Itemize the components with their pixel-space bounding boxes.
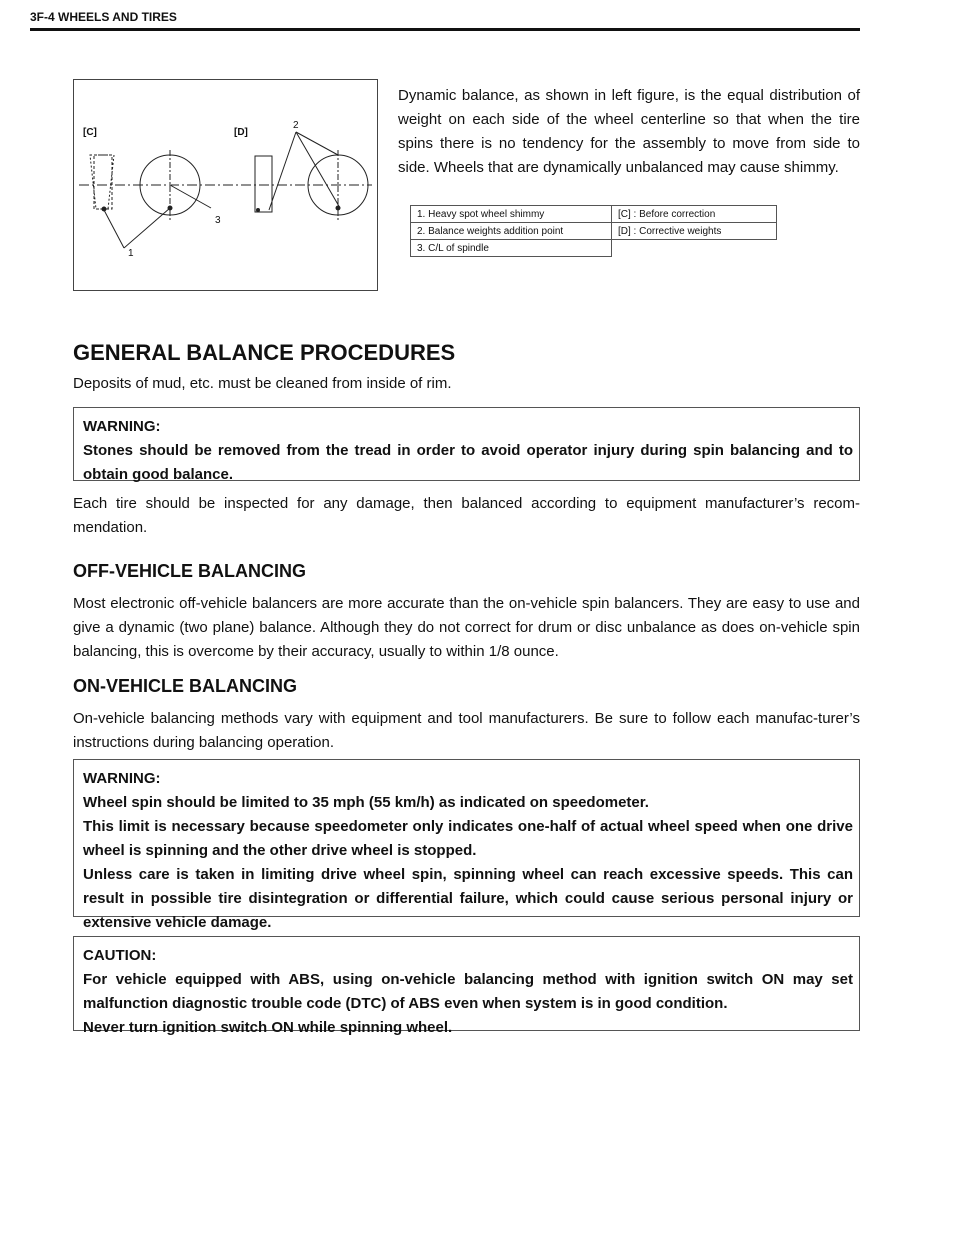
warning-text: This limit is necessary because speedometer only indicates one-half of actual wheel speed when one drive wheel is spinning and the other drive wheel is stopped.: [83, 818, 853, 859]
label-2: 2: [293, 120, 299, 131]
general-balance-heading: GENERAL BALANCE PROCEDURES: [73, 340, 456, 365]
figure-legend: [410, 205, 777, 257]
legend-row: [411, 240, 777, 257]
caution-text: For vehicle equipped with ABS, using on-vehicle balancing method with ignition switch ON may set malfunction diagnostic trouble code (DTC) of ABS even when system is in good condition.: [83, 971, 853, 1012]
label-c: [C]: [83, 127, 97, 138]
page-header: 3F-4 WHEELS AND TIRES: [30, 10, 177, 24]
dynamic-balance-intro: Dynamic balance, as shown in left figure, is the equal distribution of weight on each side of the wheel centerline so that when the tire spins there is no tendency for the assembly to move from side to side. Wheels that are dynamically unbalanced may cause shimmy.: [398, 87, 860, 176]
warning-box-stones: [73, 407, 860, 481]
legend-row: [411, 206, 777, 223]
warning-text: Wheel spin should be limited to 35 mph (55 km/h) as indicated on speedometer.: [83, 794, 649, 811]
label-3: 3: [215, 215, 221, 226]
warning-text: Stones should be removed from the tread in order to avoid operator injury during spin balancing and to obtain good balance.: [83, 442, 853, 483]
legend-code: [D] : Corrective weights: [612, 223, 777, 240]
dynamic-balance-figure: [73, 79, 378, 291]
legend-item: 1. Heavy spot wheel shimmy: [411, 206, 612, 223]
balance-diagram: [74, 80, 377, 290]
general-paragraph-2: Each tire should be inspected for any damage, then balanced according to equipment manufacturer’s recom-mendation.: [73, 495, 860, 536]
on-vehicle-paragraph: On-vehicle balancing methods vary with equipment and tool manufacturers. Be sure to follow each manufac-turer’s instructions during balancing operation.: [73, 710, 860, 751]
legend-code: [C] : Before correction: [612, 206, 777, 223]
legend-row: [411, 223, 777, 240]
legend-code: [612, 240, 777, 257]
legend-item: 3. C/L of spindle: [411, 240, 612, 257]
off-vehicle-heading: OFF-VEHICLE BALANCING: [73, 561, 306, 581]
header-rule: [30, 28, 860, 31]
warning-title: WARNING:: [83, 418, 161, 435]
on-vehicle-heading: ON-VEHICLE BALANCING: [73, 676, 297, 696]
warning-box-wheel-spin: [73, 759, 860, 931]
caution-title: CAUTION:: [83, 947, 157, 964]
label-d: [D]: [234, 127, 248, 138]
caution-box-abs: [73, 936, 860, 1036]
warning-text: Unless care is taken in limiting drive wheel spin, spinning wheel can reach excessive speeds. This can result in possible tire disintegration or differential failure, which could cause serious personal injury or extensive vehicle damage.: [83, 866, 853, 931]
caution-text: Never turn ignition switch ON while spinning wheel.: [83, 1019, 453, 1036]
general-paragraph-1: Deposits of mud, etc. must be cleaned from inside of rim.: [73, 375, 452, 392]
label-1: 1: [128, 248, 134, 259]
warning-title: WARNING:: [83, 770, 161, 787]
legend-item: 2. Balance weights addition point: [411, 223, 612, 240]
off-vehicle-paragraph: Most electronic off-vehicle balancers are more accurate than the on-vehicle spin balancers. They are easy to use and give a dynamic (two plane) balance. Although they do not correct for drum or disc unbalance as does on-vehicle spin balancing, this is overcome by their accuracy, usually to within 1/8 ounce.: [73, 595, 860, 660]
